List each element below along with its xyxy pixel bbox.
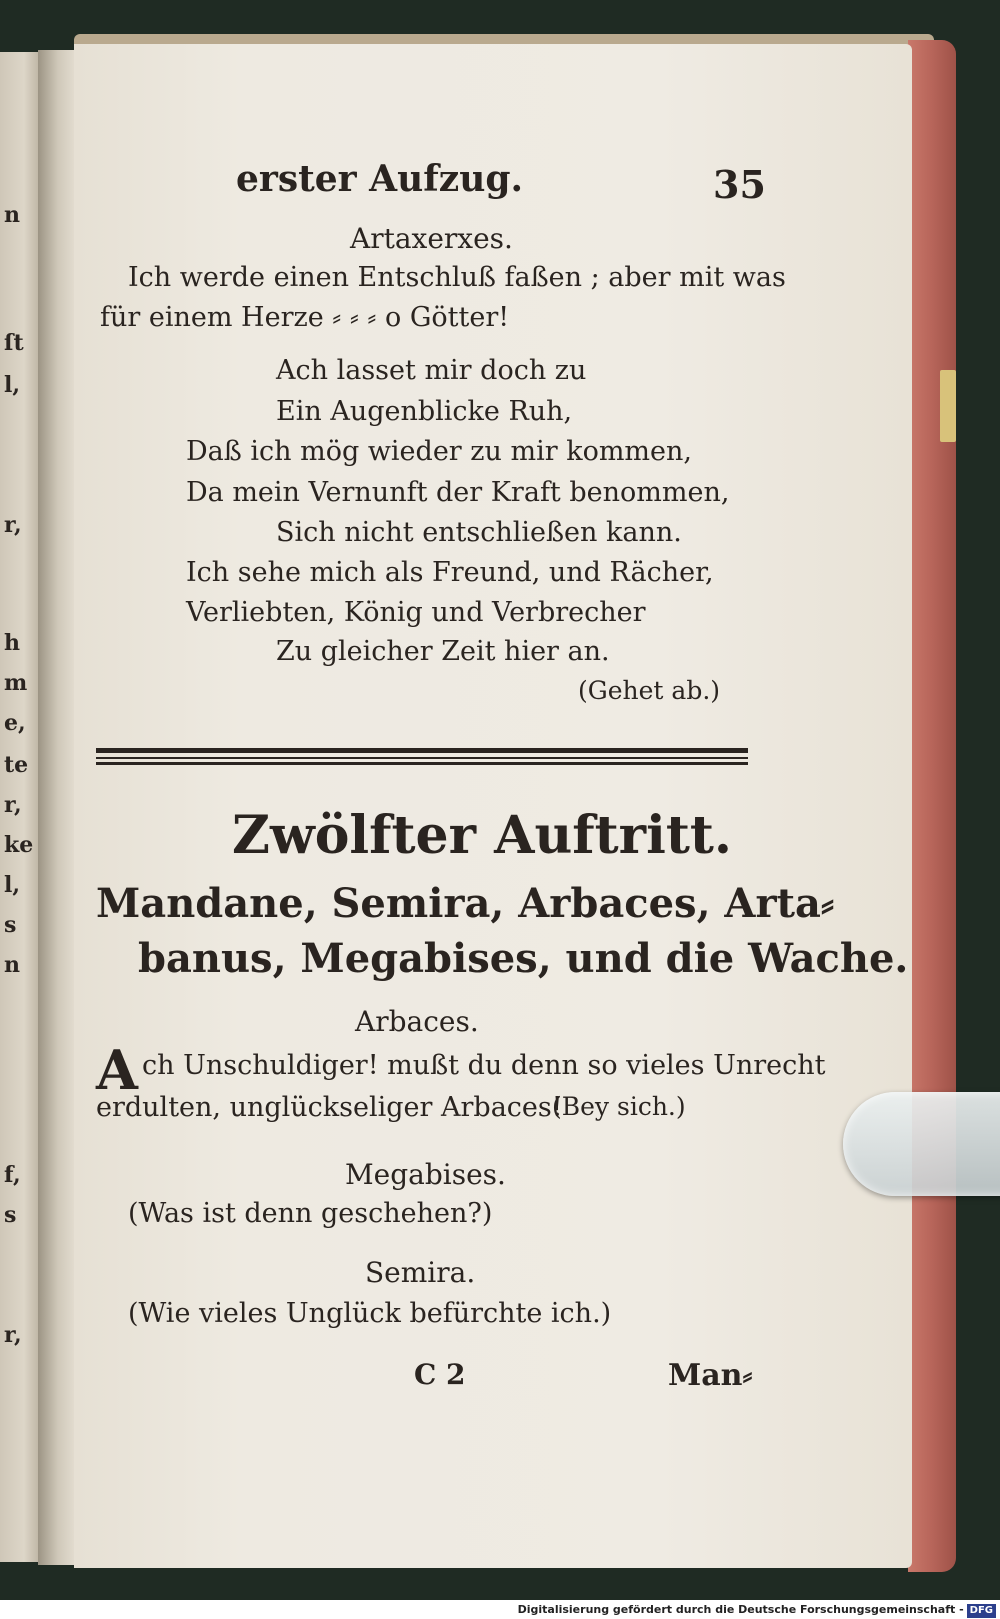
speaker-name: Megabises. — [345, 1158, 506, 1191]
running-head: erster Aufzug. — [236, 158, 524, 200]
page-clip — [843, 1092, 1000, 1196]
scene-divider-rule — [96, 757, 748, 759]
verse-line: Ein Augenblicke Ruh, — [276, 396, 573, 427]
left-fragment: n — [4, 202, 20, 228]
left-fragment: ke — [4, 832, 34, 858]
stage-direction: (Bey sich.) — [552, 1092, 686, 1121]
left-page-edge — [0, 52, 40, 1562]
left-fragment: l, — [4, 872, 21, 898]
left-fragment: r, — [4, 512, 22, 538]
left-fragment: r, — [4, 792, 22, 818]
left-fragment: l, — [4, 372, 21, 398]
speech-line: (Wie vieles Unglück befürchte ich.) — [128, 1298, 612, 1329]
bookmark-tab — [940, 370, 956, 442]
speaker-name: Artaxerxes. — [350, 222, 513, 255]
verse-line: Zu gleicher Zeit hier an. — [276, 636, 610, 667]
drop-initial: A — [96, 1038, 138, 1102]
left-fragment: m — [4, 670, 28, 696]
left-fragment: h — [4, 630, 20, 656]
scene-divider-rule — [96, 762, 748, 765]
verse-line: Ich sehe mich als Freund, und Rächer, — [186, 557, 714, 588]
verse-line: Da mein Vernunft der Kraft benommen, — [186, 477, 730, 508]
speech-line: (Was ist denn geschehen?) — [128, 1198, 493, 1229]
speech-line: für einem Herze ⸗ ⸗ ⸗ o Götter! — [100, 302, 510, 333]
page-fore-edge — [908, 40, 956, 1572]
scene-heading: Zwölfter Auftritt. — [232, 805, 732, 866]
left-fragment: ſt — [4, 330, 24, 356]
book-gutter — [38, 50, 78, 1565]
left-fragment: n — [4, 952, 20, 978]
speaker-name: Semira. — [365, 1256, 476, 1289]
left-fragment: te — [4, 752, 29, 778]
speech-line: Ich werde einen Entschluß faßen ; aber mit was — [128, 262, 786, 293]
cast-list-line: Mandane, Semira, Arbaces, Arta⸗ — [96, 880, 835, 927]
speech-line: ch Unschuldiger! mußt du denn so vieles Unrecht — [142, 1050, 826, 1081]
cast-list-line: banus, Megabises, und die Wache. — [138, 935, 909, 982]
left-fragment: s — [4, 1202, 17, 1228]
left-fragment: s — [4, 912, 17, 938]
catchword: Man⸗ — [668, 1358, 753, 1393]
left-fragment: e, — [4, 710, 26, 736]
verse-line: Sich nicht entschließen kann. — [276, 517, 682, 548]
page-number: 35 — [713, 162, 766, 207]
stage-direction: (Gehet ab.) — [578, 676, 721, 705]
digitization-credit — [0, 1600, 1000, 1619]
credit-text: Digitalisierung gefördert durch die Deutsche Forschungsgemeinschaft - — [517, 1603, 964, 1616]
signature-mark: C 2 — [414, 1358, 466, 1391]
left-page-text-fragments — [0, 52, 40, 1562]
verse-line: Ach lasset mir doch zu — [276, 355, 587, 386]
verse-line: Daß ich mög wieder zu mir kommen, — [186, 436, 692, 467]
speaker-name: Arbaces. — [355, 1005, 479, 1038]
left-fragment: f, — [4, 1162, 21, 1188]
scene-divider-rule — [96, 748, 748, 753]
speech-line: erdulten, unglückseliger Arbaces! — [96, 1092, 563, 1123]
left-fragment: r, — [4, 1322, 22, 1348]
verse-line: Verliebten, König und Verbrecher — [186, 597, 646, 628]
dfg-logo: DFG — [967, 1604, 996, 1618]
